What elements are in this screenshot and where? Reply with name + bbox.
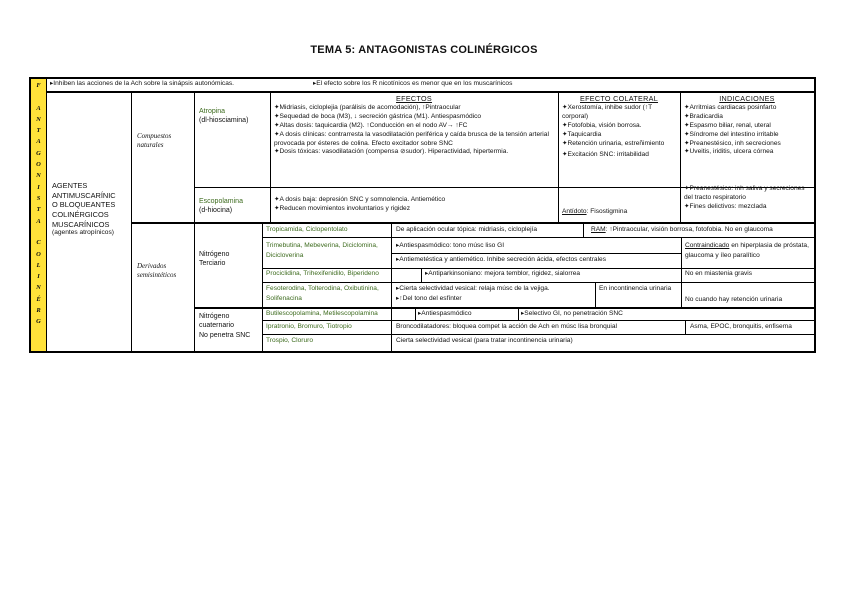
- prociclidina-effect: ▸Antiparkinsoniano: mejora temblor, rigidez, sialorrea: [425, 270, 581, 277]
- side-letter: A: [36, 218, 41, 225]
- efecto-item: ✦Altas dosis: taquicardia (M2). ↑Conducción en el nodo AV→ ↑FC: [274, 121, 468, 129]
- top-row-left: ▸Inhiben las acciones de la Ach sobre la sinápsis autonómicas.: [50, 80, 235, 87]
- efectos-header: EFECTOS: [396, 94, 432, 103]
- side-letter: L: [36, 262, 41, 269]
- escopolamina-efectos: [274, 196, 557, 214]
- side-letter: F: [36, 82, 41, 89]
- escopolamina-indicaciones: [684, 185, 814, 212]
- atropina-colateral: [562, 104, 679, 160]
- tropicamida-ram: RAM: ↑Pintraocular, visión borrosa, fotofobia. No en glaucoma: [591, 226, 773, 233]
- side-letter: N: [36, 172, 41, 179]
- nitrogeno-cuaternario: Nitrógeno cuaternario No penetra SNC: [199, 313, 251, 339]
- indicacion-item: ✦Uveitis, iriditis, ulcera córnea: [684, 148, 774, 156]
- trimebutina-effect-2: ▸Antiemetéstica y antiemético. Inhibe secreción ácida, efectos centrales: [396, 256, 607, 263]
- group-note: (agentes atropínicos): [52, 229, 114, 237]
- indicacion-item: ✦Espasmo biliar, renal, uteral: [684, 121, 771, 129]
- drug-atropina: Atropina (dl-hiosciamina): [199, 108, 249, 125]
- group-name: AGENTES ANTIMUSCARÍNIC O BLOQUEANTES COLINÉRGICOS MUSCARÍNICOS (agentes atropínicos): [52, 181, 130, 238]
- drug-row-prociclidina: Prociclidina, Trihexifenidilo, Biperideno: [266, 270, 379, 277]
- fesoterodina-effects: ▸Cierta selectividad vesical: relaja músc de la vejiga. ▸↑Del tono del esfínter: [396, 285, 550, 302]
- page-title: TEMA 5: ANTAGONISTAS COLINÉRGICOS: [310, 44, 538, 56]
- indicacion-item: ✦Fines delictivos: mezclada: [684, 202, 767, 210]
- efecto-item: ✦Reducen movimientos involuntarios y rigidez: [274, 204, 410, 212]
- prociclidina-note: No en miastenia gravis: [685, 270, 753, 277]
- side-strip: [31, 79, 46, 351]
- side-letter: R: [36, 307, 41, 314]
- drug-escopolamina: Escopolamina (d-hiocina): [199, 198, 243, 215]
- side-letter: O: [36, 161, 41, 168]
- drug-row-fesoterodina: Fesoterodina, Tolterodina, Oxibutinina, Solifenacina: [266, 285, 379, 302]
- fesoterodina-note: No cuando hay retención urinaria: [685, 296, 783, 303]
- colateral-item: ✦Retención urinaria, estreñimiento: [562, 139, 665, 147]
- colateral-item: ✦Fotofobia, visión borrosa.: [562, 121, 642, 129]
- colateral-header: EFECTO COLATERAL: [579, 94, 659, 103]
- side-letter: N: [36, 284, 41, 291]
- drug-row-trospio: Trospio, Cloruro: [266, 337, 314, 344]
- indicacion-item: ✦Bradicardia: [684, 112, 723, 120]
- indicacion-item: ✦Preanestésico, inh secreciones: [684, 139, 781, 147]
- butilescopolamina-effect: ▸Antiespasmódico: [418, 310, 472, 317]
- drug-row-trimebutina: Trimebutina, Mebeverina, Diciclomina, Dicicloverina: [266, 242, 378, 259]
- trospio-effect: Cierta selectividad vesical (para tratar incontinencia urinaria): [396, 337, 573, 344]
- side-letter: S: [36, 195, 41, 202]
- efecto-item: ✦A dosis baja: depresión SNC y somnolencia. Antiemético: [274, 196, 446, 203]
- drug-row-ipratronio: Ipratronio, Bromuro, Tiotropio: [266, 323, 352, 330]
- trimebutina-contraindicado: Contraindicado en hiperplasia de próstata, glaucoma y íleo paralítico: [685, 242, 809, 259]
- butilescopolamina-extra: ▸Selectivo GI, no penetración SNC: [521, 310, 623, 317]
- side-letter: A: [36, 138, 41, 145]
- indicacion-item: ✦Preanestésico: inh saliva y secreciones del tracto respiratorio: [684, 185, 805, 201]
- indicacion-item: ✦Síndrome del intestino irritable: [684, 130, 779, 138]
- ipratronio-note: Asma, EPOC, bronquitis, enfisema: [690, 323, 792, 330]
- ipratronio-effect: Broncodilatadores: bloquea compet la acción de Ach en músc lisa bronquial: [396, 323, 618, 330]
- colateral-item: ✦Xerostomía, inhibe sudor (↑T corporal): [562, 104, 653, 120]
- drug-row-tropicamida: Tropicamida, Ciclopentolato: [266, 226, 348, 233]
- nitrogeno-terciario: Nitrógeno Terciario: [199, 251, 230, 268]
- side-letter: C: [36, 239, 41, 246]
- tropicamida-effect: De aplicación ocular tópica: midriasis, cicloplejía: [396, 226, 538, 233]
- side-letter: I: [37, 184, 40, 191]
- colateral-item: ✦Taquicardia: [562, 130, 602, 138]
- side-letter: G: [36, 318, 41, 325]
- top-row-right: ▸El efecto sobre los R nicotínicos es menor que en los muscarínicos: [313, 80, 513, 87]
- category-naturales: Compuestos naturales: [137, 132, 172, 150]
- side-letter: G: [36, 150, 41, 157]
- antidoto: Antídoto: Fisostigmina: [562, 208, 628, 215]
- drug-row-butilescopolamina: Butilescopolamina, Metilescopolamina: [266, 310, 378, 317]
- atropina-indicaciones: [684, 104, 814, 157]
- indicacion-item: ✦Arritmias cardiacas posinfarto: [684, 104, 777, 111]
- side-letter: A: [36, 105, 41, 112]
- efecto-item: ✦Dosis tóxicas: vasodilatación (compensa ⊘sudor). Hiperactividad, hipertermia.: [274, 148, 509, 156]
- side-letter: I: [37, 273, 40, 280]
- side-letter: T: [36, 127, 41, 134]
- efecto-item: ✦Sequedad de boca (M3), ↓ secreción gástrica (M1). Antiespasmódico: [274, 112, 482, 120]
- trimebutina-effect-1: ▸Antiespasmódico: tono músc liso GI: [396, 242, 505, 249]
- category-semisinteticos: Derivados semisintéticos: [137, 262, 177, 280]
- atropina-efectos: [274, 104, 557, 157]
- efecto-item: ✦Midriasis, cicloplejia (parálisis de acomodación), ↑Pintraocular: [274, 104, 461, 111]
- side-letter: O: [36, 251, 41, 258]
- indicaciones-header: INDICACIONES: [719, 94, 775, 103]
- colateral-item: ✦Excitación SNC: irritabilidad: [562, 151, 649, 159]
- side-letter: T: [36, 206, 41, 213]
- fesoterodina-use: En incontinencia urinaria: [599, 285, 672, 292]
- efecto-item: ✦A dosis clínicas: contrarresta la vasodilatación periférica y caída brusca de la tensión arterial provocada por ésteres de colina. Efecto excitador sobre SNC: [274, 130, 549, 147]
- side-letter: É: [36, 296, 41, 303]
- side-letter: N: [36, 116, 41, 123]
